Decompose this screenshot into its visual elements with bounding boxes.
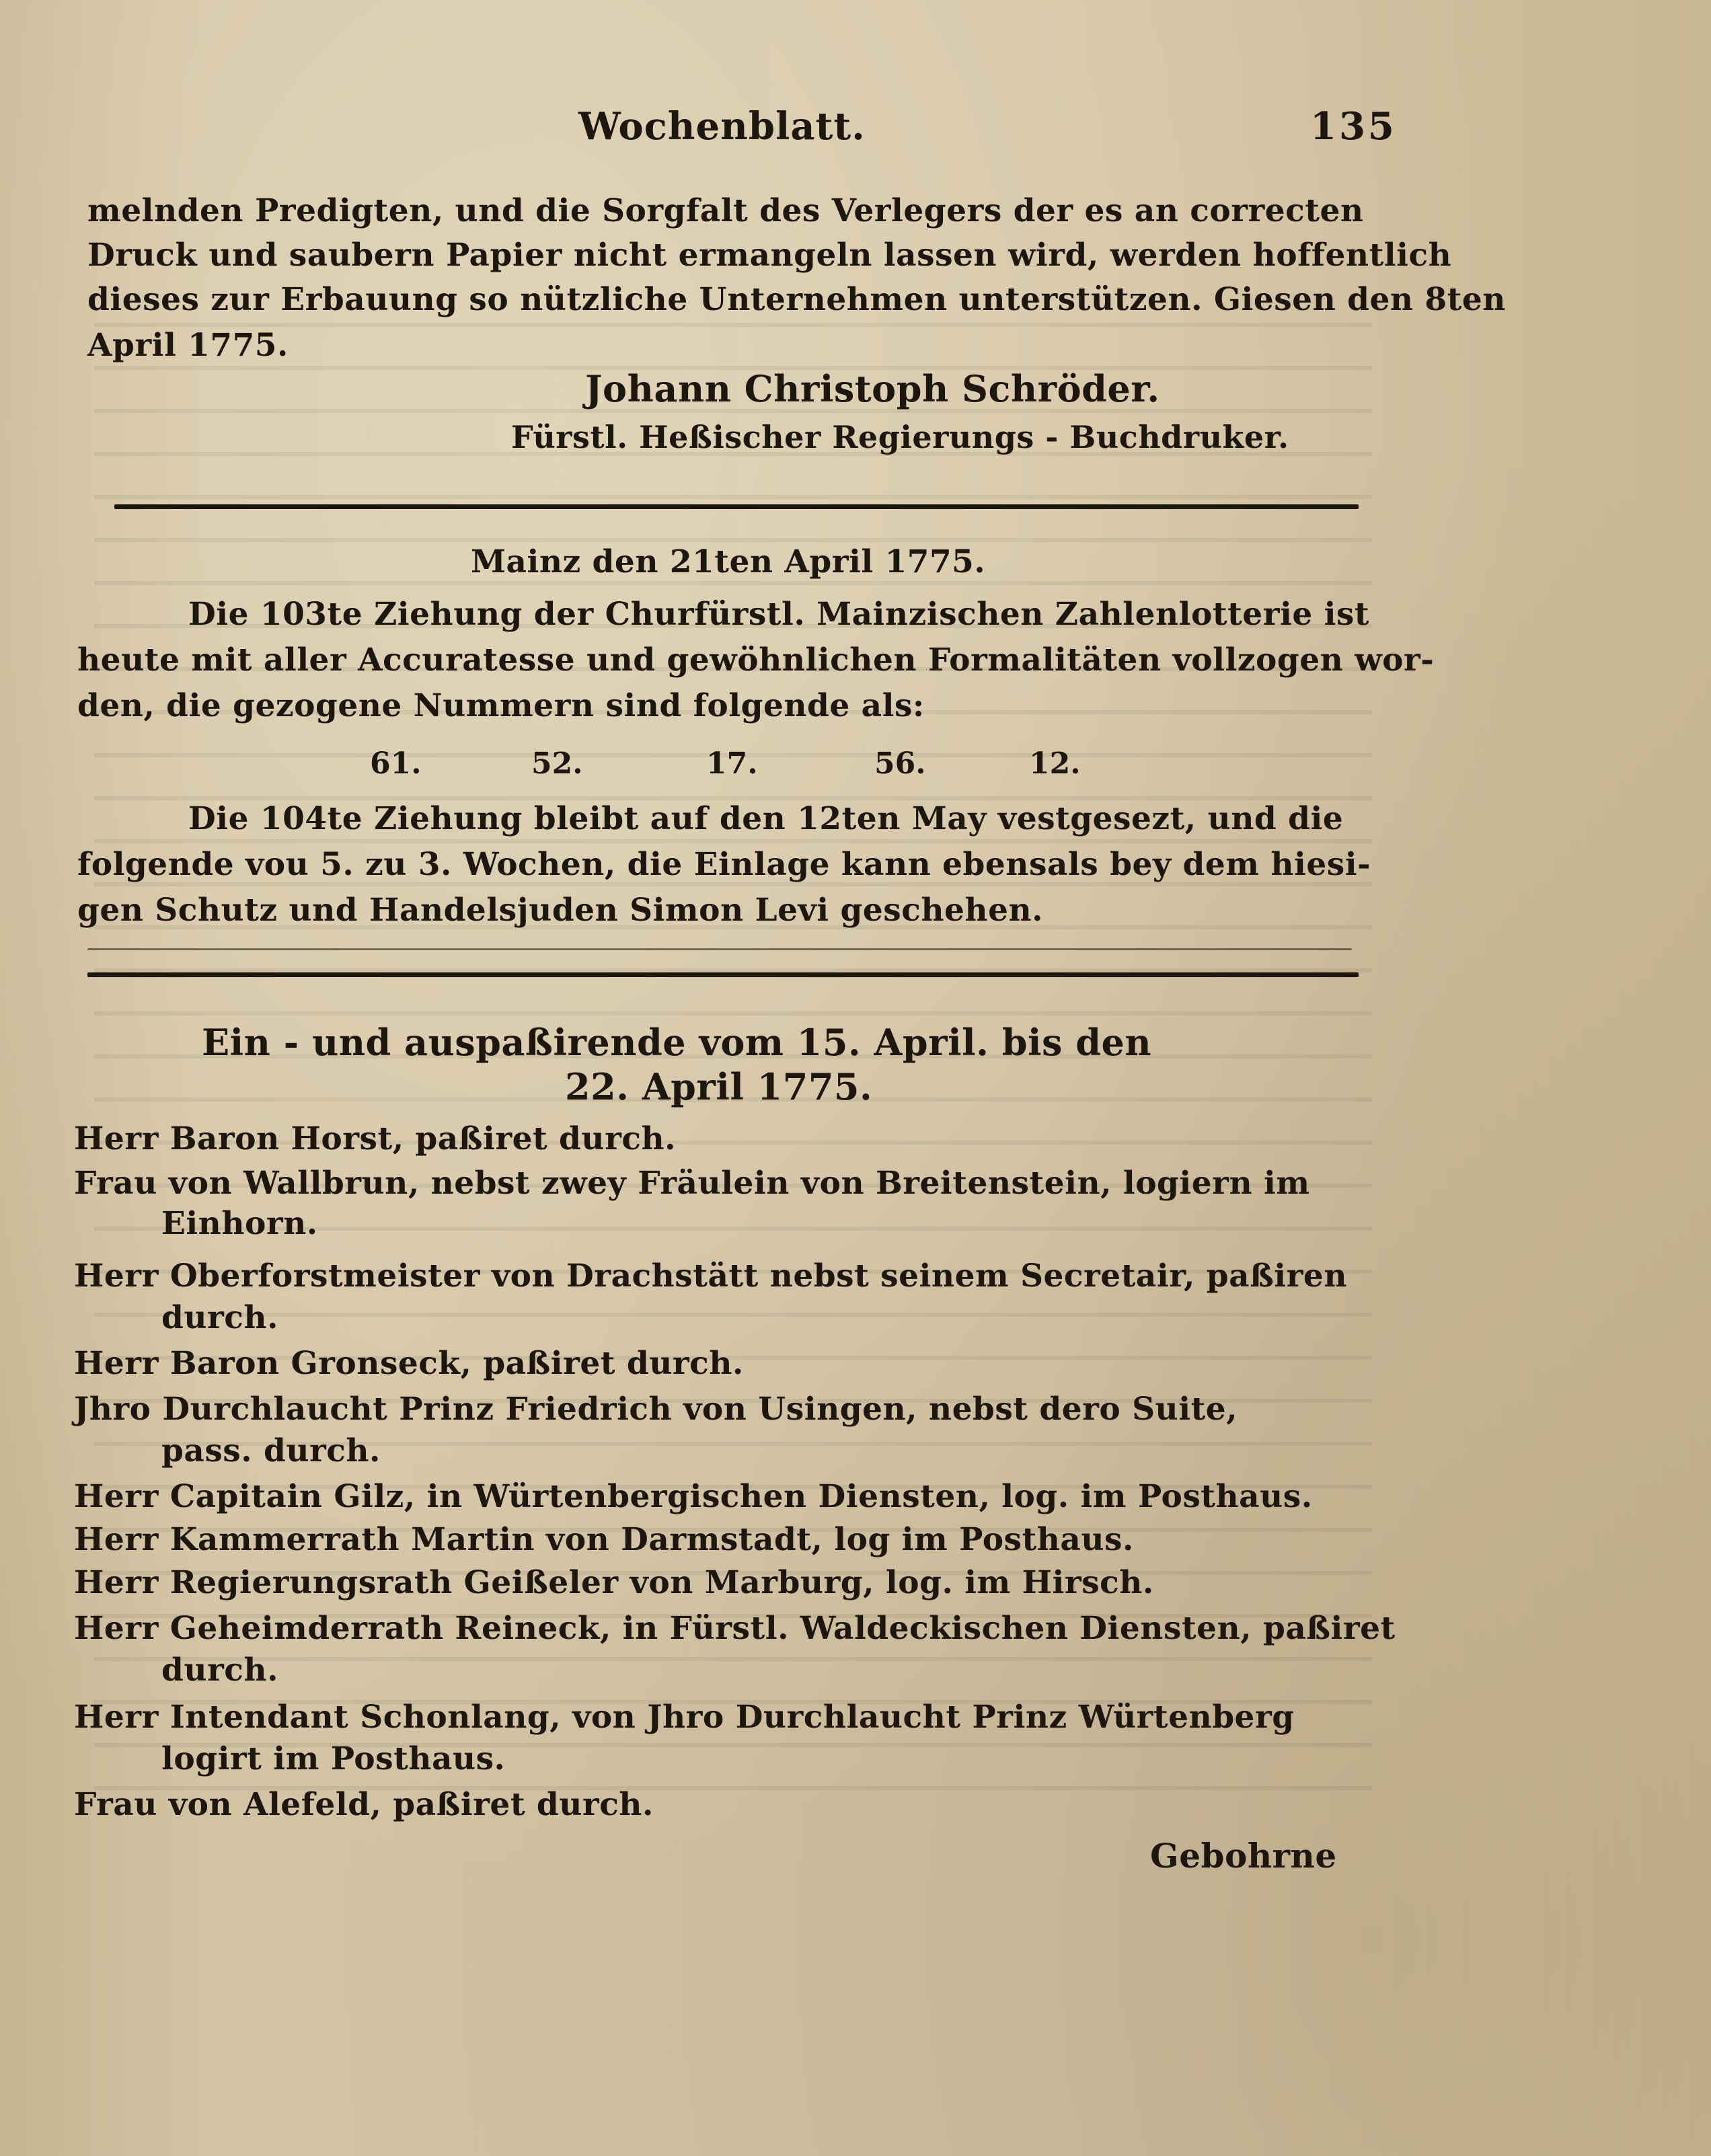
traveller-line: pass. durch. [161,1432,381,1469]
section-divider-2 [87,972,1359,977]
traveller-line: Herr Geheimderrath Reineck, in Fürstl. Waldeckischen Diensten, paßiret [74,1610,1396,1647]
drawn-number: 61. [370,746,422,781]
traveller-line: Herr Baron Gronseck, paßiret durch. [74,1345,744,1382]
traveller-line: Herr Regierungsrath Geißeler von Marburg, log. im Hirsch. [74,1564,1154,1601]
page-header [0,104,1711,151]
signature-title: Fürstl. Heßischer Regierungs - Buchdruker. [511,419,1289,455]
drawn-number: 56. [874,746,926,781]
intro-line-2: Druck und saubern Papier nicht ermangeln lassen wird, werden hoffentlich [87,237,1452,274]
traveller-line: Herr Oberforstmeister von Drachstätt nebst seinem Secretair, paßiren [74,1258,1348,1295]
page-number: 135 [1310,104,1397,149]
catchword: Gebohrne [1150,1836,1337,1876]
traveller-line: Herr Intendant Schonlang, von Jhro Durchlaucht Prinz Würtenberg [74,1699,1295,1736]
intro-line-1: melnden Predigten, und die Sorgfalt des Verlegers der es an correcten [87,192,1364,229]
drawn-numbers [0,746,1711,787]
lottery-para2-line-2: folgende vou 5. zu 3. Wochen, die Einlage kann ebensals bey dem hiesi- [77,846,1371,883]
traveller-line: durch. [161,1299,278,1336]
traveller-line: durch. [161,1652,278,1689]
intro-line-3: dieses zur Erbauung so nützliche Unternehmen unterstützen. Giesen den 8ten [87,281,1506,318]
drawn-number: 52. [531,746,583,781]
traveller-line: Frau von Wallbrun, nebst zwey Fräulein von Breitenstein, logiern im [74,1165,1310,1202]
running-title: Wochenblatt. [578,104,866,149]
lottery-para1-line-1: Die 103te Ziehung der Churfürstl. Mainzischen Zahlenlotterie ist [188,596,1370,633]
drawn-number: 17. [706,746,758,781]
traveller-line: logirt im Posthaus. [161,1740,506,1777]
drawn-number: 12. [1029,746,1081,781]
traveller-line: Herr Kammerrath Martin von Darmstadt, log im Posthaus. [74,1521,1134,1558]
thin-divider [87,948,1352,950]
lottery-para2-line-1: Die 104te Ziehung bleibt auf den 12ten May vestgesezt, und die [188,800,1344,837]
lottery-para1-line-3: den, die gezogene Nummern sind folgende als: [77,687,925,724]
section-divider-1 [114,504,1359,509]
traveller-line: Jhro Durchlaucht Prinz Friedrich von Usingen, nebst dero Suite, [74,1391,1238,1428]
travellers-heading-line-1: Ein - und auspaßirende vom 15. April. bis den [202,1021,1152,1064]
lottery-heading: Mainz den 21ten April 1775. [471,543,986,580]
intro-line-4: April 1775. [87,327,289,364]
signature-name: Johann Christoph Schröder. [585,367,1160,410]
lottery-para1-line-2: heute mit aller Accuratesse und gewöhnlichen Formalitäten vollzogen wor- [77,642,1435,679]
travellers-heading-line-2: 22. April 1775. [565,1065,873,1108]
traveller-line: Herr Capitain Gilz, in Würtenbergischen Diensten, log. im Posthaus. [74,1478,1313,1515]
traveller-line: Herr Baron Horst, paßiret durch. [74,1120,677,1157]
traveller-line: Einhorn. [161,1205,318,1242]
traveller-line: Frau von Alefeld, paßiret durch. [74,1786,654,1823]
lottery-para2-line-3: gen Schutz und Handelsjuden Simon Levi geschehen. [77,892,1044,929]
